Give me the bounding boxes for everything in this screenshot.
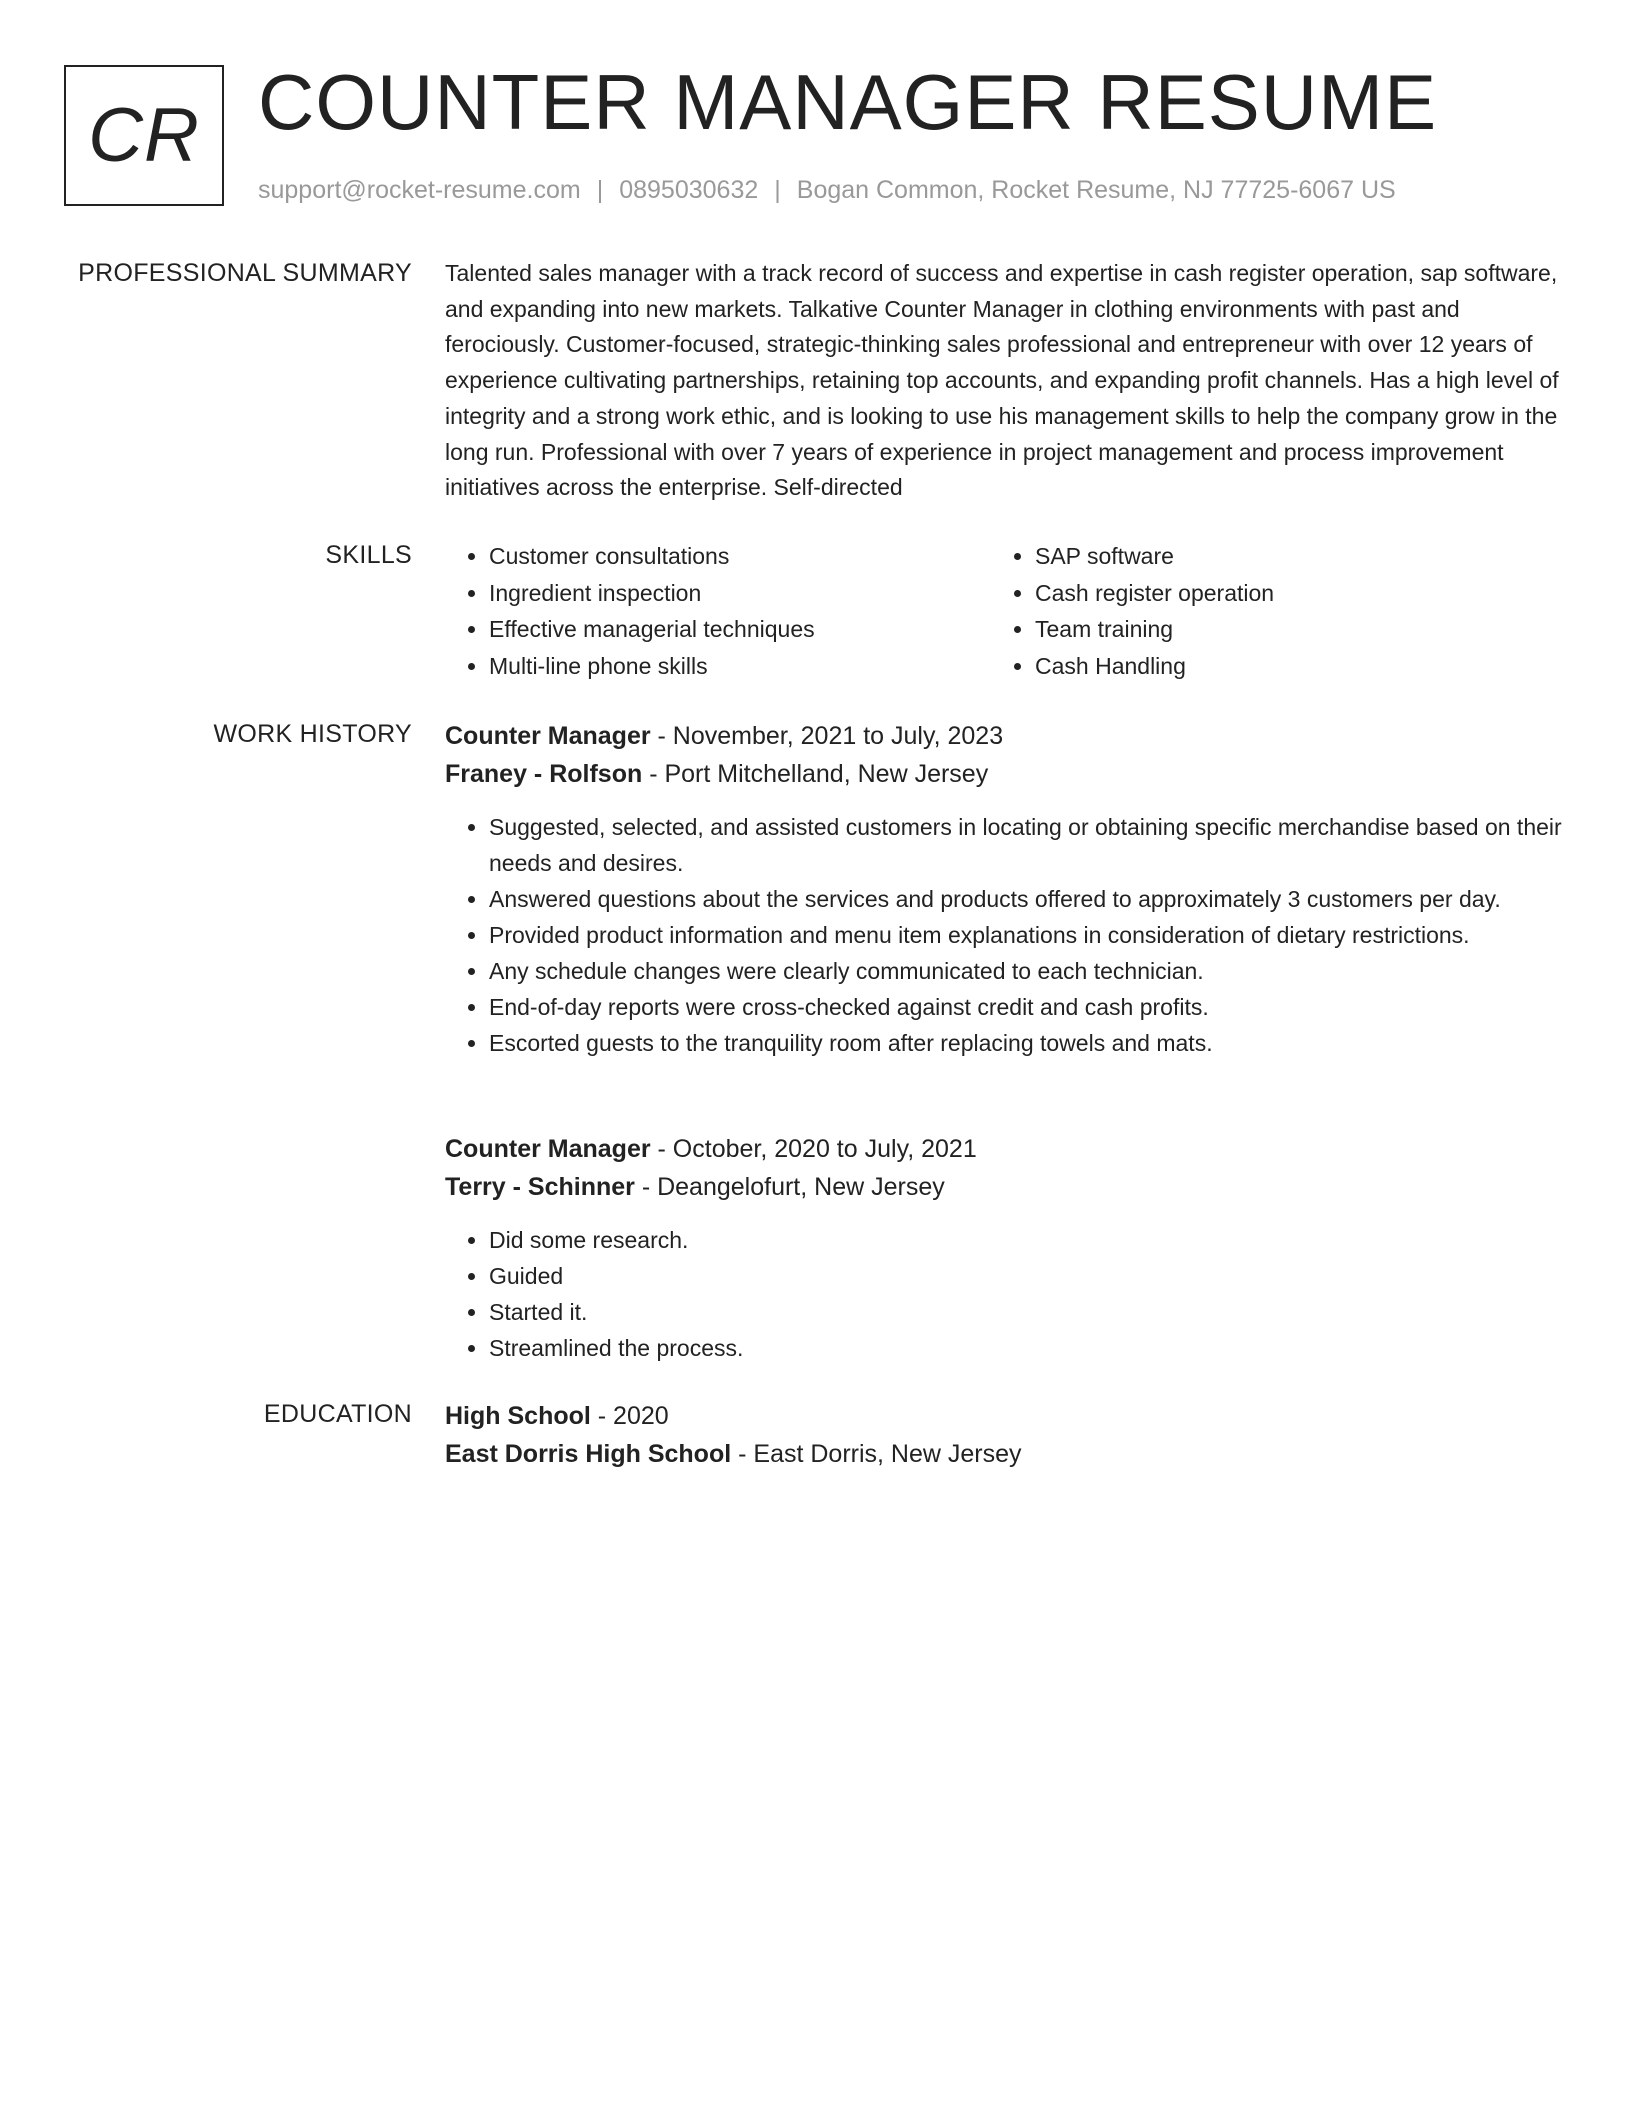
job-title: Counter Manager bbox=[445, 1135, 651, 1163]
skill-item: • Cash register operation bbox=[1035, 575, 1537, 612]
education-degree-line bbox=[445, 1397, 1565, 1435]
job-company-line bbox=[445, 755, 1565, 793]
contact-line bbox=[258, 174, 1396, 206]
job-bullet: • Escorted guests to the tranquility room after replacing towels and mats. bbox=[489, 1025, 1565, 1061]
job-title-line bbox=[445, 717, 1565, 755]
monogram-logo: CR bbox=[64, 65, 224, 206]
job-bullets bbox=[445, 1222, 1565, 1366]
education-school-line bbox=[445, 1435, 1565, 1473]
job-dates: - November, 2021 to July, 2023 bbox=[650, 722, 1004, 750]
skill-item: • Multi-line phone skills bbox=[489, 648, 991, 685]
skills-list-right bbox=[991, 538, 1537, 684]
contact-separator: | bbox=[774, 176, 781, 204]
contact-phone[interactable]: 0895030632 bbox=[619, 176, 759, 204]
job-bullet: • End-of-day reports were cross-checked against credit and cash profits. bbox=[489, 989, 1565, 1025]
page-title: COUNTER MANAGER RESUME bbox=[258, 58, 1438, 146]
skills-heading: SKILLS bbox=[325, 541, 412, 569]
job-company: Terry - Schinner bbox=[445, 1173, 635, 1201]
job-bullet: • Provided product information and menu item explanations in consideration of dietary restrictions. bbox=[489, 917, 1565, 953]
education-location: - East Dorris, New Jersey bbox=[731, 1440, 1022, 1468]
contact-email[interactable]: support@rocket-resume.com bbox=[258, 176, 581, 204]
education-year: - 2020 bbox=[590, 1402, 669, 1430]
job-bullet: • Guided bbox=[489, 1258, 1565, 1294]
job-bullet: • Any schedule changes were clearly communicated to each technician. bbox=[489, 953, 1565, 989]
education-entry bbox=[445, 1397, 1565, 1473]
skill-item: • Customer consultations bbox=[489, 538, 991, 575]
skill-item: • Ingredient inspection bbox=[489, 575, 991, 612]
education-heading: EDUCATION bbox=[263, 1400, 412, 1428]
job-bullet: • Streamlined the process. bbox=[489, 1330, 1565, 1366]
job-location: - Deangelofurt, New Jersey bbox=[634, 1173, 945, 1201]
summary-text: Talented sales manager with a track record of success and expertise in cash register operation, sap software, and expanding into new markets. Talkative Counter Manager in clothing environments with past and ferociously. Customer-focused, strategic-thinking sales professional and entrepreneur with over 12 years of experience cultivating partnerships, retaining top accounts, and expanding profit channels. Has a high level of integrity and a strong work ethic, and is looking to use his management skills to help the company grow in the long run. Professional with over 7 years of experience in project management and process improvement initiatives across the enterprise. Self-directed bbox=[445, 260, 1559, 501]
education-degree: High School bbox=[445, 1402, 591, 1430]
job-bullet: • Did some research. bbox=[489, 1222, 1565, 1258]
skill-item: • Team training bbox=[1035, 611, 1537, 648]
job-title-line bbox=[445, 1130, 1565, 1168]
education-school: East Dorris High School bbox=[445, 1440, 732, 1468]
work-heading: WORK HISTORY bbox=[213, 720, 412, 748]
skills-list-left bbox=[445, 538, 991, 684]
skill-item: • Cash Handling bbox=[1035, 648, 1537, 685]
contact-separator: | bbox=[596, 176, 604, 204]
job-bullet: • Answered questions about the services and products offered to approximately 3 customers per day. bbox=[489, 881, 1565, 917]
skills-section bbox=[445, 538, 1565, 684]
job-dates: - October, 2020 to July, 2021 bbox=[650, 1135, 977, 1163]
job-location: - Port Mitchelland, New Jersey bbox=[642, 760, 989, 788]
job-bullets bbox=[445, 809, 1565, 1061]
job-bullet: • Suggested, selected, and assisted customers in locating or obtaining specific merchandise based on their needs and desires. bbox=[489, 809, 1565, 881]
job-company: Franey - Rolfson bbox=[445, 760, 643, 788]
skill-item: • Effective managerial techniques bbox=[489, 611, 991, 648]
contact-address: Bogan Common, Rocket Resume, NJ 77725-6067 US bbox=[796, 176, 1396, 204]
job-bullet: • Started it. bbox=[489, 1294, 1565, 1330]
summary-section bbox=[445, 256, 1565, 506]
job-entry bbox=[445, 717, 1565, 1061]
job-title: Counter Manager bbox=[445, 722, 651, 750]
skill-item: • SAP software bbox=[1035, 538, 1537, 575]
job-entry bbox=[445, 1130, 1565, 1366]
job-company-line bbox=[445, 1168, 1565, 1206]
summary-heading: PROFESSIONAL SUMMARY bbox=[78, 259, 412, 287]
